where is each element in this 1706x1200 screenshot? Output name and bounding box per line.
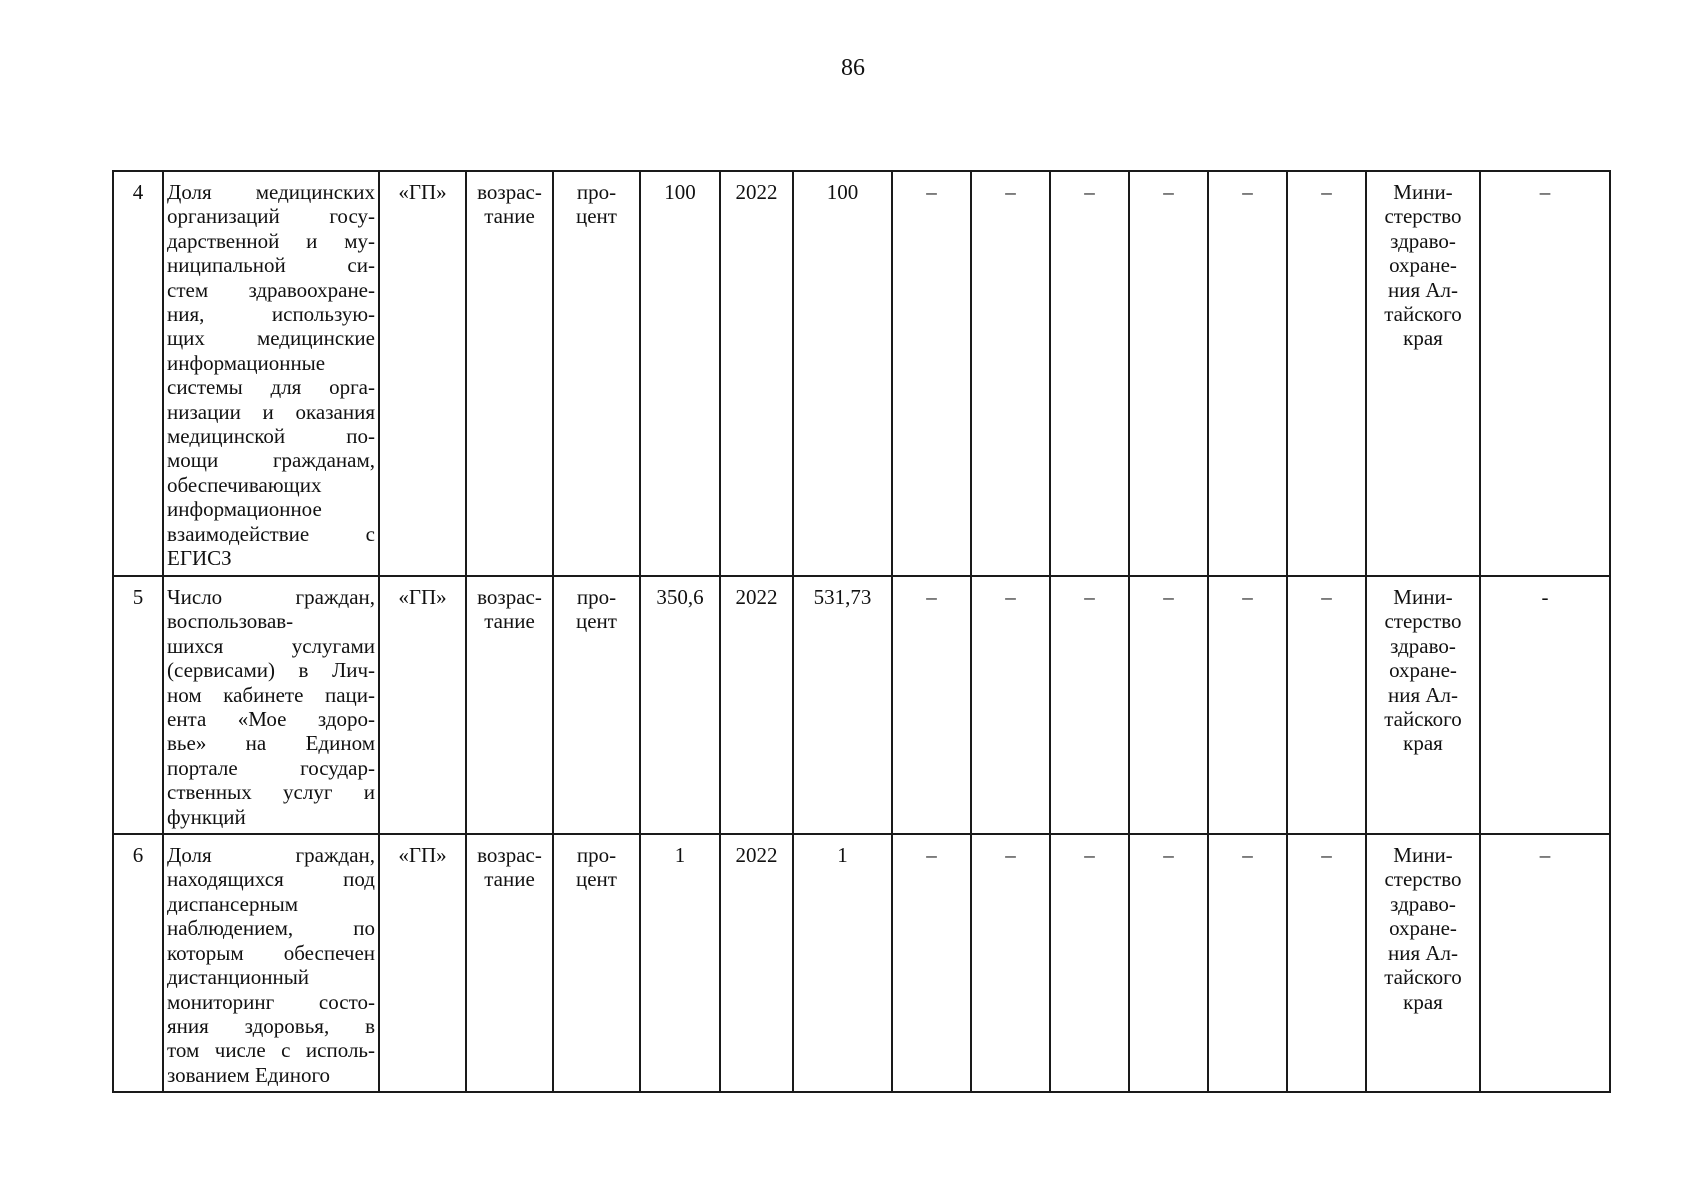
- responsible-line: здраво-: [1390, 891, 1456, 916]
- base-year-cell: [720, 576, 793, 834]
- note-value: –: [1539, 843, 1551, 868]
- year-value-cell: [1208, 576, 1287, 834]
- year-value: –: [1321, 843, 1332, 868]
- indicator-name-line: воспользовав-: [167, 609, 294, 634]
- target-value-cell: [793, 834, 892, 1092]
- year-value: –: [1163, 843, 1174, 868]
- trend-line: тание: [484, 204, 535, 229]
- year-value-cell: [1287, 834, 1366, 1092]
- indicator-name-line: портале государ-: [167, 755, 375, 780]
- indicator-name-line: Число граждан,: [167, 585, 375, 609]
- indicator-name-line: стем здравоохране-: [167, 277, 375, 302]
- unit-cell: [553, 171, 640, 576]
- indicator-name-line: (сервисами) в Лич-: [167, 658, 375, 683]
- unit-cell: [553, 834, 640, 1092]
- base-year-cell: [720, 171, 793, 576]
- indicator-name-line: вье» на Едином: [167, 731, 375, 756]
- trend-line: возрас-: [477, 180, 542, 204]
- base-year: 2022: [735, 843, 778, 868]
- year-value: –: [1084, 585, 1095, 609]
- year-value: –: [926, 180, 937, 204]
- row-number: 5: [132, 585, 144, 609]
- trend-line: тание: [484, 867, 535, 892]
- note-value: -: [1541, 585, 1549, 609]
- year-value: –: [1005, 180, 1016, 204]
- indicator-name-cell: [163, 834, 379, 1092]
- source-cell: [379, 576, 466, 834]
- trend-line: возрас-: [477, 843, 542, 868]
- row-number: 6: [132, 843, 144, 868]
- base-value-cell: [640, 171, 720, 576]
- responsible-line: ния Ал-: [1387, 277, 1459, 302]
- indicator-name-line: которым обеспечен: [167, 940, 375, 965]
- year-value: –: [1321, 180, 1332, 204]
- responsible-line: охране-: [1389, 253, 1457, 278]
- trend-cell: [466, 834, 553, 1092]
- note-cell: [1480, 576, 1610, 834]
- year-value: –: [926, 585, 937, 609]
- indicator-name-line: ственных услуг и: [167, 780, 375, 805]
- unit-line: про-: [576, 180, 617, 204]
- indicator-name-cell: [163, 576, 379, 834]
- responsible-line: края: [1403, 731, 1443, 756]
- indicator-name-line: шихся услугами: [167, 633, 375, 658]
- indicator-name-line: мощи гражданам,: [167, 448, 375, 473]
- page-number: 86: [841, 55, 865, 81]
- responsible-line: края: [1403, 326, 1443, 351]
- indicator-name-line: Доля медицинских: [167, 180, 375, 204]
- trend-line: возрас-: [477, 585, 542, 609]
- year-value-cell: [1050, 834, 1129, 1092]
- responsible-line: стерство: [1384, 609, 1462, 634]
- responsible-line: стерство: [1384, 867, 1462, 892]
- indicator-name-line: дистанционный: [167, 965, 310, 990]
- trend-cell: [466, 576, 553, 834]
- indicator-name-line: взаимодействие с: [167, 521, 375, 546]
- unit-cell: [553, 576, 640, 834]
- responsible-line: ния Ал-: [1387, 940, 1459, 965]
- responsible-cell: [1366, 576, 1480, 834]
- base-value: 350,6: [656, 585, 704, 609]
- trend-cell: [466, 171, 553, 576]
- year-value: –: [1163, 585, 1174, 609]
- year-value-cell: [971, 834, 1050, 1092]
- note-cell: [1480, 834, 1610, 1092]
- indicator-name-line: организаций госу-: [167, 204, 375, 229]
- year-value-cell: [892, 834, 971, 1092]
- year-value-cell: [892, 576, 971, 834]
- unit-line: цент: [576, 204, 617, 229]
- unit-line: цент: [576, 867, 617, 892]
- indicator-name-line: системы для орга-: [167, 375, 375, 400]
- indicator-name-line: медицинской по-: [167, 424, 375, 449]
- indicator-name-line: яния здоровья, в: [167, 1013, 375, 1038]
- row-number: 4: [132, 180, 144, 204]
- table-row: [113, 576, 1610, 834]
- indicator-name-line: мониторинг состо-: [167, 989, 375, 1014]
- indicator-name-line: зованием Единого: [167, 1062, 331, 1087]
- year-value-cell: [1287, 171, 1366, 576]
- responsible-line: здраво-: [1390, 228, 1456, 253]
- year-value: –: [1005, 843, 1016, 868]
- note-value: –: [1539, 180, 1551, 204]
- indicator-name-line: Доля граждан,: [167, 843, 375, 868]
- indicator-name-line: дарственной и му-: [167, 228, 375, 253]
- responsible-line: тайского: [1384, 965, 1462, 990]
- unit-line: цент: [576, 609, 617, 634]
- row-number-cell: [113, 171, 163, 576]
- responsible-line: Мини-: [1393, 585, 1453, 609]
- unit-line: про-: [576, 843, 617, 868]
- indicator-name-line: том числе с исполь-: [167, 1038, 375, 1063]
- source-value: «ГП»: [398, 180, 447, 204]
- year-value-cell: [1129, 576, 1208, 834]
- year-value-cell: [1287, 576, 1366, 834]
- year-value: –: [1084, 180, 1095, 204]
- indicator-name-line: ниципальной си-: [167, 253, 375, 278]
- target-value: 100: [826, 180, 859, 204]
- source-value: «ГП»: [398, 843, 447, 868]
- indicator-name-line: ния, использую-: [167, 302, 375, 327]
- responsible-line: охране-: [1389, 916, 1457, 941]
- year-value-cell: [971, 576, 1050, 834]
- year-value: –: [1242, 180, 1253, 204]
- responsible-line: тайского: [1384, 302, 1462, 327]
- base-year: 2022: [735, 585, 778, 609]
- indicator-name-line: информационное: [167, 497, 322, 522]
- indicator-name-line: находящихся под: [167, 867, 375, 892]
- target-value-cell: [793, 576, 892, 834]
- responsible-line: охране-: [1389, 658, 1457, 683]
- table-row: [113, 171, 1610, 576]
- responsible-line: ния Ал-: [1387, 682, 1459, 707]
- year-value-cell: [892, 171, 971, 576]
- source-cell: [379, 171, 466, 576]
- indicator-name-line: ента «Мое здоро-: [167, 707, 375, 732]
- year-value-cell: [1208, 834, 1287, 1092]
- year-value: –: [1242, 585, 1253, 609]
- table-row: [113, 834, 1610, 1092]
- row-number-cell: [113, 834, 163, 1092]
- year-value-cell: [971, 171, 1050, 576]
- base-value: 1: [674, 843, 686, 868]
- base-year-cell: [720, 834, 793, 1092]
- indicator-name-cell: [163, 171, 379, 576]
- year-value-cell: [1050, 576, 1129, 834]
- year-value-cell: [1050, 171, 1129, 576]
- unit-line: про-: [576, 585, 617, 609]
- year-value-cell: [1208, 171, 1287, 576]
- target-value: 1: [837, 843, 848, 868]
- year-value: –: [1163, 180, 1174, 204]
- year-value: –: [1005, 585, 1016, 609]
- year-value-cell: [1129, 834, 1208, 1092]
- year-value: –: [1321, 585, 1332, 609]
- responsible-line: Мини-: [1393, 843, 1453, 868]
- base-value-cell: [640, 576, 720, 834]
- base-value-cell: [640, 834, 720, 1092]
- responsible-cell: [1366, 171, 1480, 576]
- base-year: 2022: [735, 180, 778, 204]
- responsible-cell: [1366, 834, 1480, 1092]
- year-value: –: [1242, 843, 1253, 868]
- year-value-cell: [1129, 171, 1208, 576]
- indicator-name-line: обеспечивающих: [167, 472, 322, 497]
- target-value: 531,73: [813, 585, 872, 609]
- base-value: 100: [664, 180, 696, 204]
- note-cell: [1480, 171, 1610, 576]
- responsible-line: Мини-: [1393, 180, 1453, 204]
- indicator-name-line: наблюдением, по: [167, 916, 375, 941]
- indicator-name-line: информационные: [167, 350, 326, 375]
- responsible-line: тайского: [1384, 707, 1462, 732]
- indicator-name-line: ном кабинете паци-: [167, 682, 375, 707]
- indicator-name-line: ЕГИСЗ: [167, 546, 232, 571]
- target-value-cell: [793, 171, 892, 576]
- year-value: –: [1084, 843, 1095, 868]
- source-value: «ГП»: [398, 585, 447, 609]
- trend-line: тание: [484, 609, 535, 634]
- row-number-cell: [113, 576, 163, 834]
- source-cell: [379, 834, 466, 1092]
- year-value: –: [926, 843, 937, 868]
- responsible-line: здраво-: [1390, 633, 1456, 658]
- indicator-name-line: функций: [167, 804, 246, 829]
- responsible-line: края: [1403, 989, 1443, 1014]
- indicator-name-line: диспансерным: [167, 891, 299, 916]
- indicators-table: [112, 170, 1611, 1093]
- indicator-name-line: низации и оказания: [167, 399, 375, 424]
- indicator-name-line: щих медицинские: [167, 326, 375, 351]
- responsible-line: стерство: [1384, 204, 1462, 229]
